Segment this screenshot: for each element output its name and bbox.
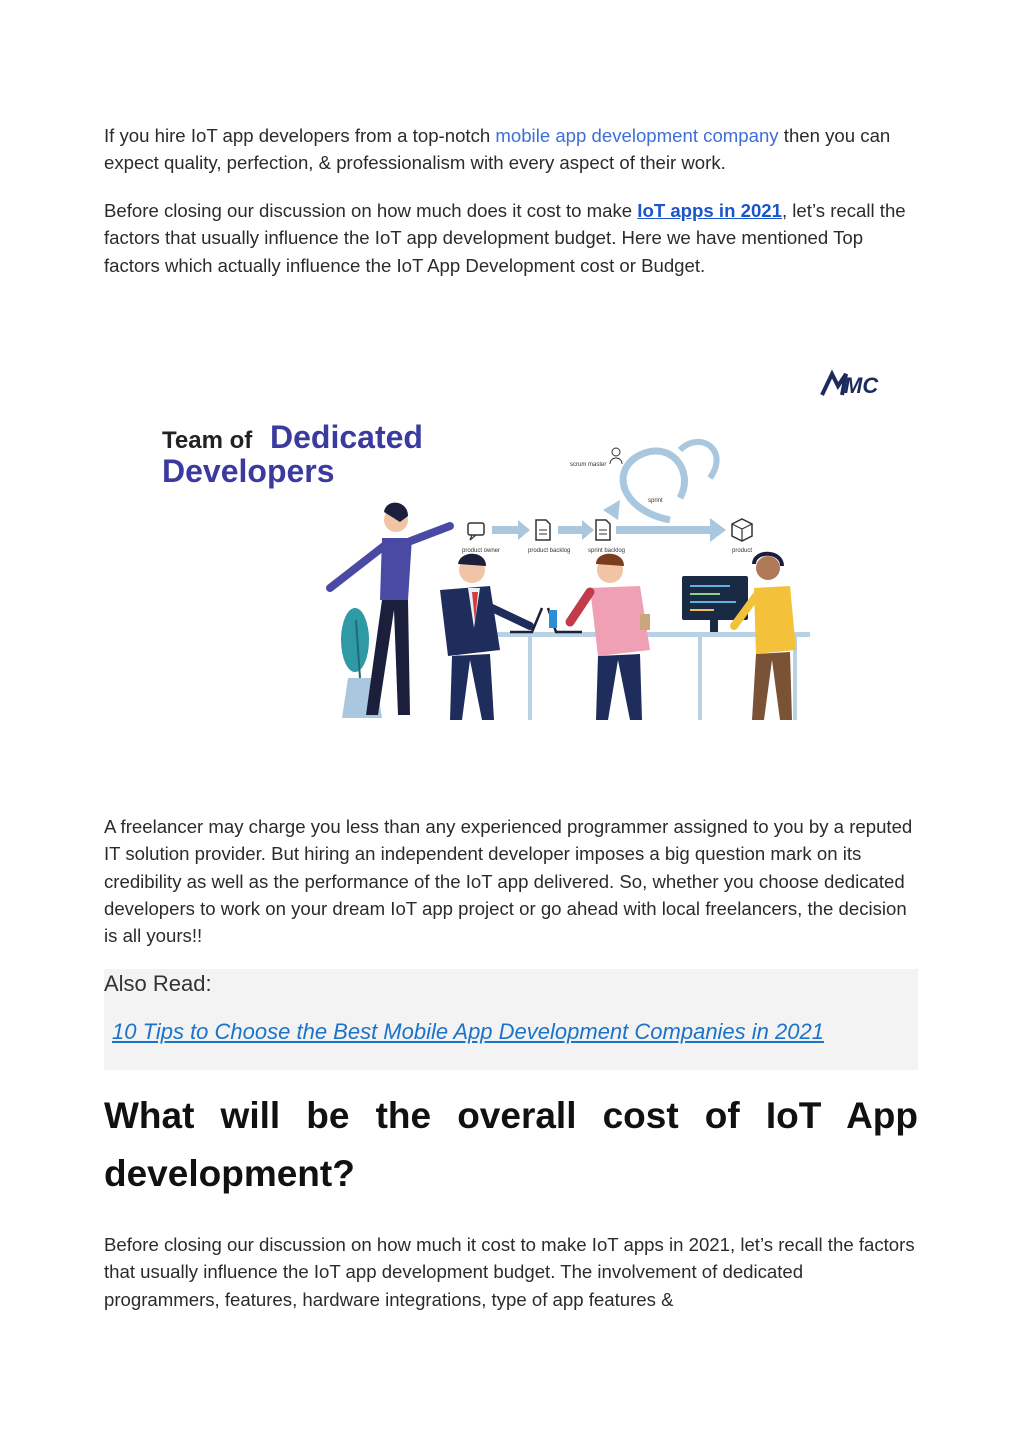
scrum-flow bbox=[462, 442, 752, 554]
iot-apps-2021-link[interactable]: IoT apps in 2021 bbox=[637, 200, 782, 221]
closing-paragraph: Before closing our discussion on how much it cost to make IoT apps in 2021, let’s recall the factors that usually influence the IoT app development budget. The involvement of dedicated programmers, features, hardware integrations, type of app features & bbox=[104, 1234, 915, 1310]
dedicated-developers-illustration bbox=[150, 360, 880, 740]
also-read-label: Also Read: bbox=[104, 971, 212, 996]
flow-arrow bbox=[492, 520, 530, 540]
cost-factors-paragraph bbox=[104, 197, 918, 279]
mc-logo bbox=[822, 373, 879, 398]
flow-arrow bbox=[616, 518, 726, 542]
intro-paragraph bbox=[104, 122, 918, 177]
scrum-master-icon bbox=[612, 448, 620, 456]
product-backlog-icon bbox=[536, 520, 550, 540]
sprint-backlog-icon bbox=[596, 520, 610, 540]
factors-text-end: , let’s recall the factors that usually influence the IoT app development budget. Here we have mentioned Top factors which actually influence the IoT App Development cost or Budget. bbox=[104, 200, 906, 276]
product-owner-icon bbox=[468, 523, 484, 540]
sprint-loop bbox=[623, 451, 684, 520]
freelancer-paragraph: A freelancer may charge you less than any experienced programmer assigned to you by a reputed IT solution provider. But hiring an independent developer imposes a big question mark on its credibility as well as the performance of the IoT app delivered. So, whether you choose dedicated developers to work on your dream IoT app project or go ahead with local freelancers, the decision is all yours!! bbox=[104, 816, 913, 947]
label-product-owner: product owner bbox=[462, 548, 501, 554]
sprint-loop-arrowhead bbox=[603, 500, 620, 520]
label-product-backlog: product backlog bbox=[528, 548, 571, 554]
label-scrum-master: scrum master bbox=[570, 462, 607, 468]
intro-text-end: then you can expect quality, perfection, & professionalism with every aspect of their work. bbox=[104, 125, 891, 174]
figure-title-accent-2: Developers bbox=[162, 453, 335, 489]
also-read-box bbox=[104, 969, 918, 1070]
coffee-cup bbox=[640, 614, 650, 630]
flow-arrow bbox=[558, 520, 594, 540]
product-box-icon bbox=[732, 519, 752, 541]
section-heading: What will be the overall cost of IoT App development? bbox=[104, 1095, 918, 1194]
logo-text: MC bbox=[844, 373, 879, 398]
label-sprint: sprint bbox=[648, 498, 663, 504]
figure-title-lead: Team of bbox=[162, 427, 253, 454]
also-read-link[interactable]: 10 Tips to Choose the Best Mobile App Development Companies in 2021 bbox=[112, 1019, 824, 1044]
factors-text-start: Before closing our discussion on how much does it cost to make bbox=[104, 200, 638, 221]
figure-title-accent-1: Dedicated bbox=[270, 419, 423, 455]
label-sprint-backlog: sprint backlog bbox=[588, 548, 626, 554]
intro-text-start: If you hire IoT app developers from a top-notch bbox=[104, 125, 496, 146]
label-product: product bbox=[732, 548, 753, 554]
mobile-app-company-link[interactable]: mobile app development company bbox=[495, 125, 779, 146]
